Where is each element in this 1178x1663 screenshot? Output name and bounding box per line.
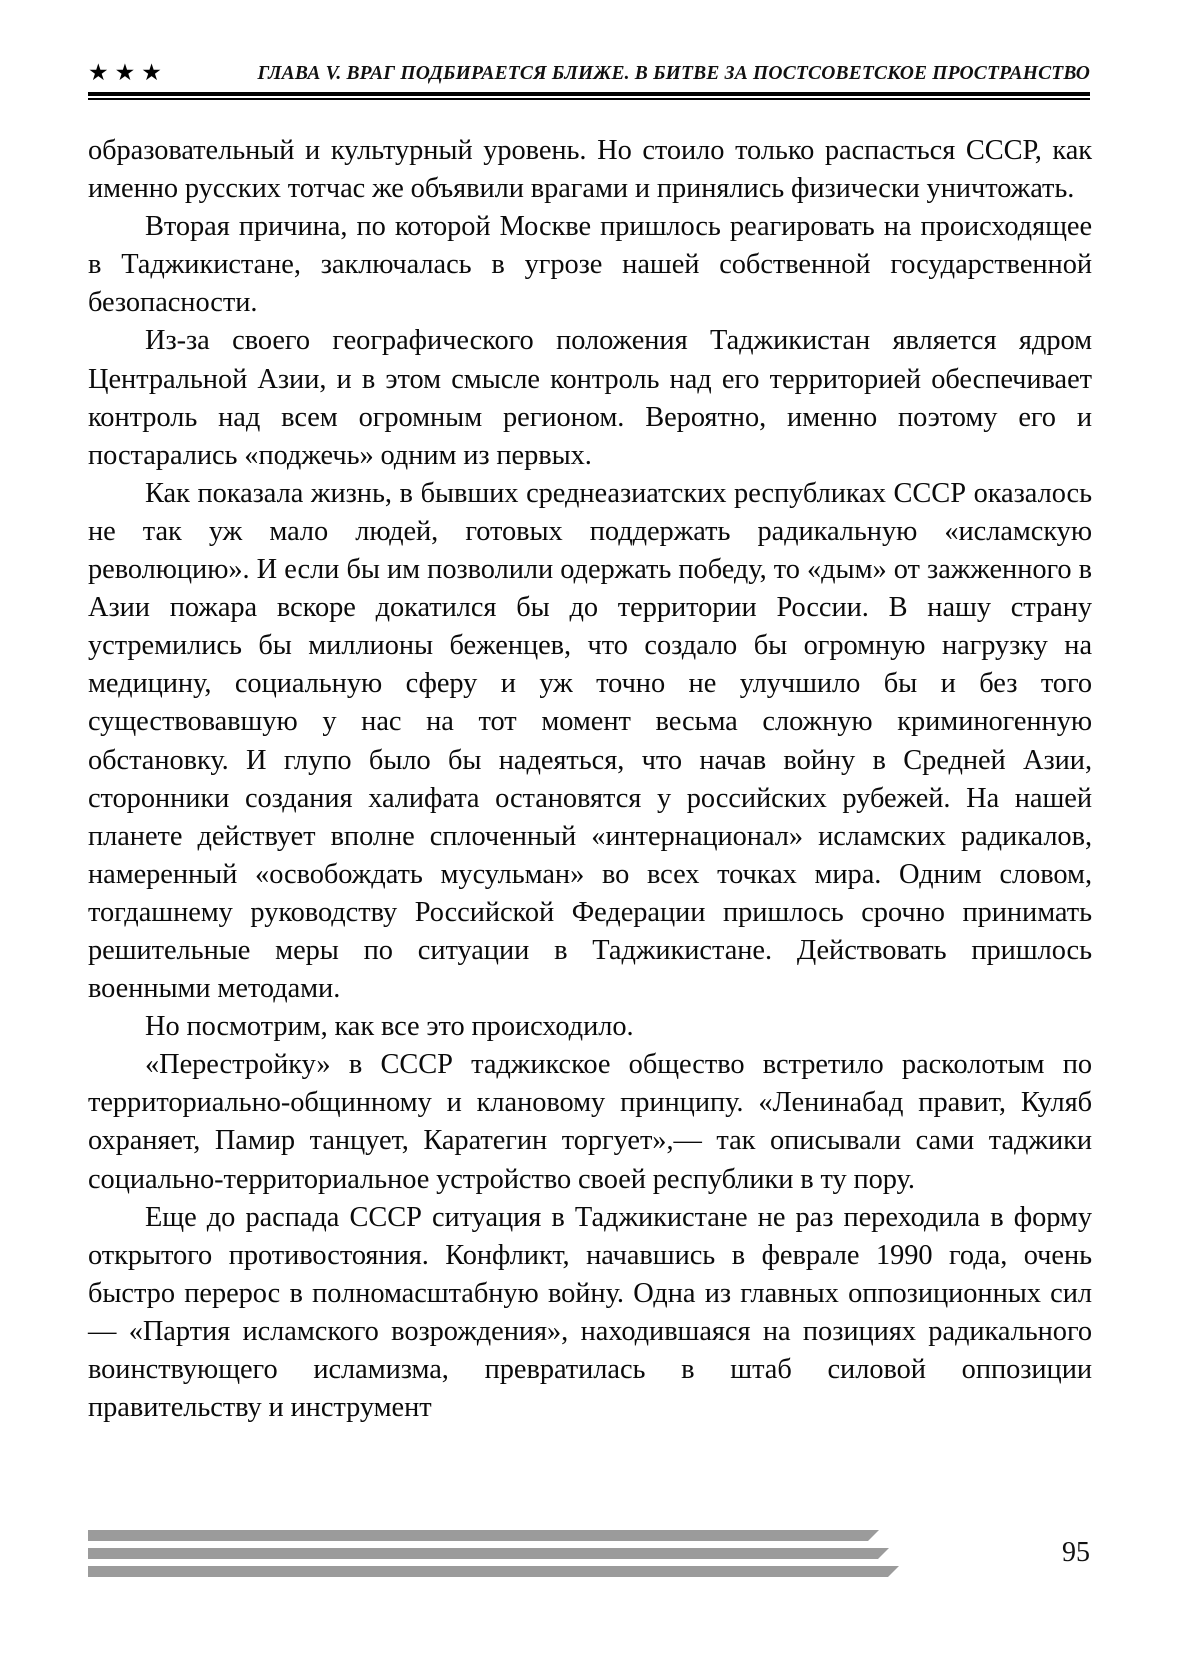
paragraph: Но посмотрим, как все это происходило. (145, 1011, 634, 1043)
page-footer (88, 1528, 1090, 1648)
header-divider-thin-rule (88, 98, 1090, 100)
page-number: 95 (1062, 1537, 1090, 1568)
footer-ornament-bar (88, 1548, 878, 1559)
body-text (88, 132, 1092, 1427)
paragraph: Еще до распада СССР ситуация в Таджикистане не раз переходила в форму открытого противостояния. Конфликт, начавшись в феврале 1990 года, очень быстро перерос в полномасштабную войну. Одна из главных оппозиционных сил — «Партия исламского возрождения», находившаяся на позициях радикального воинствующего исламизма, превратилась в штаб силовой оппозиции правительству и инструмент (88, 1201, 1092, 1424)
paragraph: «Перестройку» в СССР таджикское общество встретило расколотым по территориально-общинному и клановому принципу. «Ленинабад правит, Куляб охраняет, Памир танцует, Каратегин торгует»,— так описывали сами таджики социально-территориальное устройство своей республики в ту пору. (88, 1049, 1092, 1195)
paragraph: Как показала жизнь, в бывших среднеазиатских республиках СССР оказалось не так уж мало людей, готовых поддержать радикальную «исламскую революцию». И если бы им позволили одержать победу, то «дым» от зажженного в Азии пожара вскоре докатился бы до территории России. В нашу страну устремились бы миллионы беженцев, что создало бы огромную нагрузку на медицину, социальную сферу и уж точно не улучшило бы и без того существовавшую у нас на тот момент весьма сложную криминогенную обстановку. И глупо было бы надеяться, что начав войну в Средней Азии, сторонники создания халифата остановятся у российских рубежей. На нашей планете действует вполне сплоченный «интернационал» исламских радикалов, намеренный «освобождать мусульман» во всех точках мира. Одним словом, тогдашнему руководству Российской Федерации пришлось срочно принимать решительные меры по ситуации в Таджикистане. Действовать пришлось военными методами. (88, 477, 1092, 1005)
running-head (88, 52, 1090, 96)
paragraph: Вторая причина, по которой Москве пришлось реагировать на происходящее в Таджикистане, заключалась в угрозе нашей собственной государственной безопасности. (88, 211, 1092, 319)
running-head-title: ГЛАВА V. ВРАГ ПОДБИРАЕТСЯ БЛИЖЕ. В БИТВЕ ЗА ПОСТСОВЕТСКОЕ ПРОСТРАНСТВО (257, 63, 1090, 84)
header-divider (88, 92, 1090, 100)
footer-ornament-bar (88, 1530, 868, 1541)
footer-ornament-bar (88, 1566, 888, 1577)
paragraph: образовательный и культурный уровень. Но стоило только распасться СССР, как именно русских тотчас же объявили врагами и принялись физически уничтожать. (88, 135, 1092, 205)
star-icon: ★★★ (88, 59, 168, 86)
paragraph: Из-за своего географического положения Таджикистан является ядром Центральной Азии, и в этом смысле контроль над его территорией обеспечивает контроль над всем огромным регионом. Вероятно, именно поэтому его и постарались «поджечь» одним из первых. (88, 325, 1092, 471)
